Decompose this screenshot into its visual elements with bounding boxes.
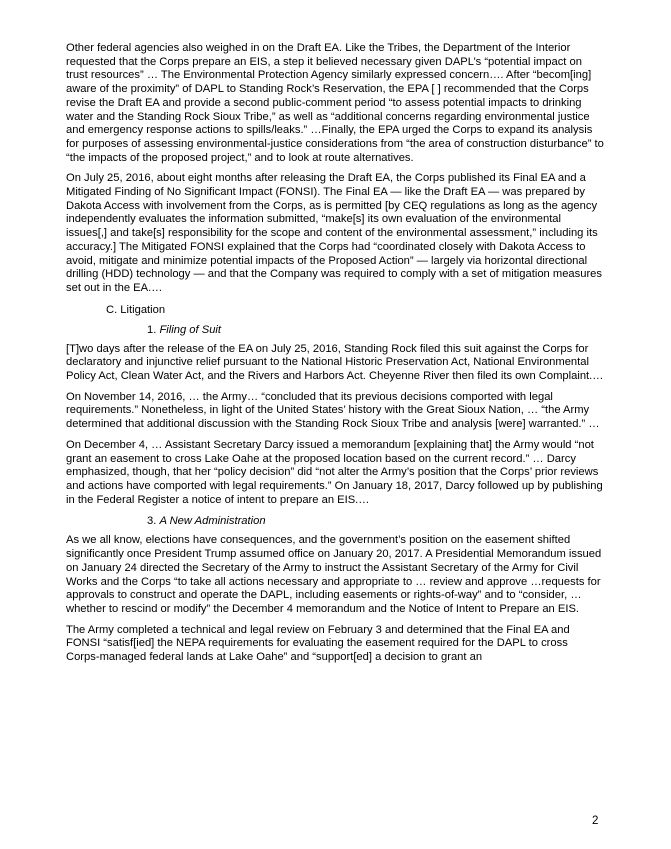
heading-title: Filing of Suit (159, 323, 222, 336)
paragraph-filing-suit: [T]wo days after the release of the EA on July 25, 2016, Standing Rock filed this suit against the Corps for declaratory and injunctive relief pursuant to the National Historic Preservation Act, National Environmental Policy Act, Clean Water Act, and the Rivers and Harbors Act. Cheyenne River then filed its own Complaint.… (66, 342, 604, 383)
page-number: 2 (592, 815, 599, 827)
paragraph-final-ea: On July 25, 2016, about eight months after releasing the Draft EA, the Corps published its Final EA and a Mitigated Finding of No Significant Impact (FONSI). The Final EA — like the Draft EA — was prepared by Dakota Access with involvement from the Corps, as is permitted [by CEQ regulations as long as the agency independently evaluates the information submitted, “make[s] its own evaluation of the environmental issues[,] and take[s] responsibility for the scope and content of the environmental assessment,” including its accuracy.] The Mitigated FONSI explained that the Corps had “coordinated closely with Dakota Access to avoid, mitigate and minimize potential impacts of the Proposed Action” — largely via horizontal directional drilling (HDD) technology — and that the Company was required to comply with a set of mitigation measures set out in the EA.… (66, 172, 603, 294)
paragraph-december-4: On December 4, … Assistant Secretary Darcy issued a memorandum [explaining that] the Army would “not grant an easement to cross Lake Oahe at the proposed location based on the current record.” … Darcy emphasized, though, that her “policy decision” did “not alter the Army’s position that the Corps’ prior reviews and actions have comported with legal requirements.” On January 18, 2017, Darcy followed up by publishing in the Federal Register a notice of intent to prepare an EIS.… (66, 438, 603, 506)
paragraph-army-review: The Army completed a technical and legal review on February 3 and determined that the Final EA and FONSI “satisf[ied] the NEPA requirements for evaluating the easement required for the DAPL to cross Corps-managed federal lands at Lake Oahe” and “support[ed] a decision to grant an (66, 623, 570, 664)
document-body (66, 42, 604, 672)
paragraph-federal-agencies: Other federal agencies also weighed in on the Draft EA. Like the Tribes, the Department of the Interior requested that the Corps prepare an EIS, a step it believed necessary given DAPL’s “potential impact on trust resources” … The Environmental Protection Agency similarly expressed concern…. After “becom[ing] aware of the proximity” of DAPL to Standing Rock’s Reservation, the EPA [ ] recommended that the Corps revise the Draft EA and provide a second public-comment period “to assess potential impacts to drinking water and the Standing Rock Sioux Tribe,” as well as “additional concerns regarding environmental justice and emergency response actions to spills/leaks.” …Finally, the EPA urged the Corps to expand its analysis for purposes of assessing environmental-justice considerations from “the area of construction disturbance” to “the impacts of the proposed project,” and to look at route alternatives. (66, 42, 604, 164)
heading-number: 1. (147, 323, 157, 336)
heading-number: 3. (147, 515, 157, 528)
paragraph-elections: As we all know, elections have consequences, and the government’s position on the easement shifted significantly once President Trump assumed office on January 20, 2017. A Presidential Memorandum issued on January 24 directed the Secretary of the Army to instruct the Assistant Secretary of the Army for Civil Works and the Corps “to take all actions necessary and appropriate to … review and approve …requests for approvals to construct and operate the DAPL, including easements or rights-of-way” and to “consider, …whether to rescind or modify” the December 4 memorandum and the Notice of Intent to Prepare an EIS. (66, 534, 602, 615)
paragraph-november-14: On November 14, 2016, … the Army… “concluded that its previous decisions comported with legal requirements.” Nonetheless, in light of the United States’ history with the Great Sioux Nation, … “the Army determined that additional discussion with the Standing Rock Sioux Tribe and analysis [were] warranted.” … (66, 390, 600, 431)
heading-title: A New Administration (159, 515, 266, 528)
heading-litigation: C. Litigation (106, 303, 166, 316)
heading-filing-of-suit (66, 323, 604, 337)
heading-new-administration (66, 514, 604, 528)
